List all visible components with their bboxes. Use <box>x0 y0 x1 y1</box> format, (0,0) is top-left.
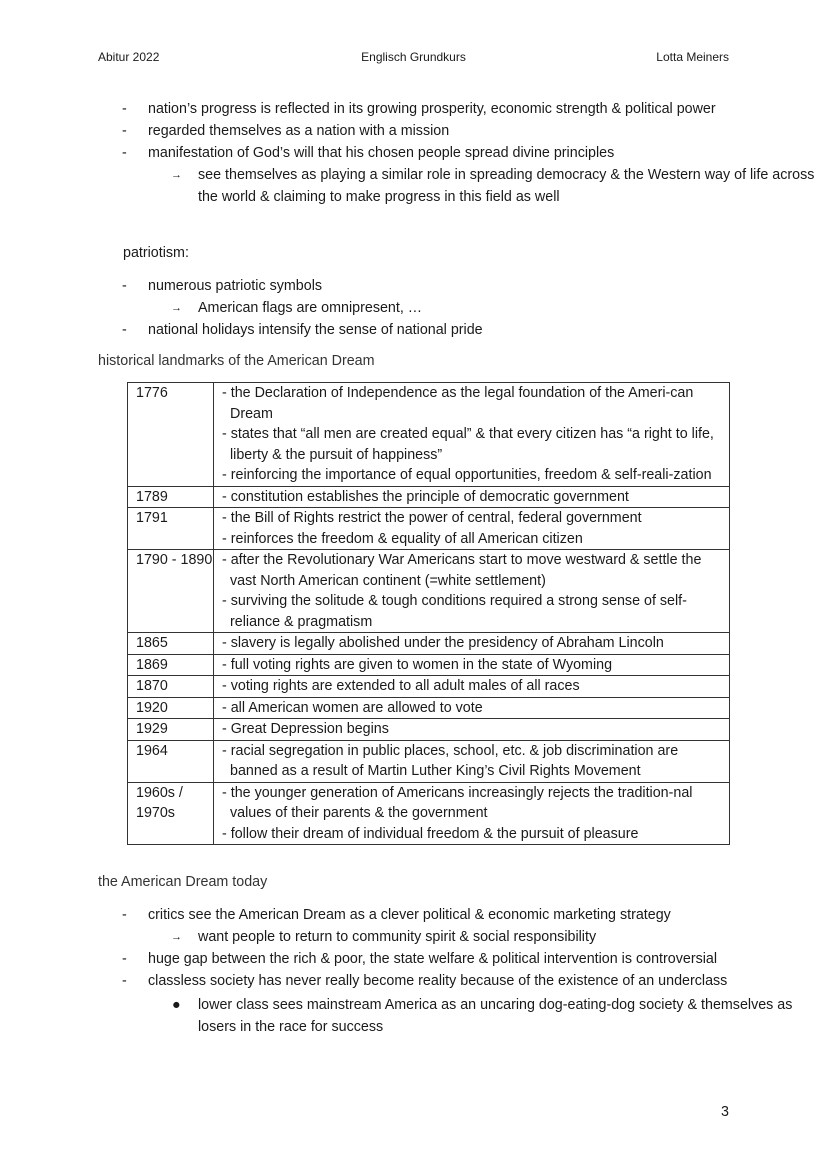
event-line: - the Bill of Rights restrict the power of central, federal government <box>222 510 642 526</box>
sub-list-item: → American flags are omnipresent, … <box>98 297 828 319</box>
list-item: - numerous patriotic symbols <box>122 278 323 294</box>
page-number: 3 <box>721 1104 729 1120</box>
table-row <box>128 508 730 550</box>
event-cell <box>214 782 730 845</box>
event-cell <box>214 550 730 633</box>
arrow-icon: → <box>171 169 182 181</box>
landmarks-table <box>127 382 730 845</box>
event-cell <box>214 508 730 550</box>
bullet-dot-icon: ● <box>172 997 181 1013</box>
header-left: Abitur 2022 <box>98 50 160 64</box>
year-cell: 1790 - 1890 <box>128 550 214 633</box>
list-item: - national holidays intensify the sense of national pride <box>122 322 483 338</box>
event-line: - reinforcing the importance of equal opportunities, freedom & self-reali-zation <box>222 467 712 483</box>
event-line: - follow their dream of individual freedom & the pursuit of pleasure <box>222 825 639 842</box>
arrow-icon: → <box>171 302 182 314</box>
intro-bullets <box>98 98 828 208</box>
table-row <box>128 633 730 655</box>
list-item: - nation’s progress is reflected in its growing prosperity, economic strength & political power <box>122 101 716 117</box>
event-line: - voting rights are extended to all adult males of all races <box>222 678 580 694</box>
year-cell: 1870 <box>128 676 214 698</box>
event-cell <box>214 676 730 698</box>
table-row <box>128 782 730 845</box>
event-line: - slavery is legally abolished under the presidency of Abraham Lincoln <box>222 635 664 651</box>
table-row <box>128 740 730 782</box>
patriotism-label: patriotism: <box>123 245 189 261</box>
event-cell <box>214 697 730 719</box>
table-row <box>128 654 730 676</box>
event-line: - all American women are allowed to vote <box>222 699 483 716</box>
year-cell: 1776 <box>128 383 214 487</box>
list-item: - huge gap between the rich & poor, the state welfare & political intervention is controversial <box>122 951 718 967</box>
today-bullets <box>98 904 828 1038</box>
list-item: - critics see the American Dream as a clever political & economic marketing strategy <box>122 907 671 923</box>
event-cell <box>214 633 730 655</box>
year-cell: 1791 <box>128 508 214 550</box>
event-cell <box>214 719 730 741</box>
event-cell <box>214 740 730 782</box>
table-row <box>128 719 730 741</box>
event-line: - constitution establishes the principle of democratic government <box>222 488 629 505</box>
year-cell: 1960s / 1970s <box>128 782 214 845</box>
arrow-icon: → <box>171 931 182 943</box>
table-row <box>128 697 730 719</box>
list-item: - manifestation of God’s will that his chosen people spread divine principles <box>122 145 615 161</box>
event-line: - surviving the solitude & tough conditions required a strong sense of self-reliance & pragmatism <box>222 593 687 630</box>
year-cell: 1865 <box>128 633 214 655</box>
event-line: - the Declaration of Independence as the legal foundation of the Ameri-can Dream <box>222 385 694 422</box>
sub-list-item: → see themselves as playing a similar role in spreading democracy & the Western way of life across the world & claiming to make progress in this field as well <box>98 164 828 208</box>
year-cell: 1964 <box>128 740 214 782</box>
event-line: - Great Depression begins <box>222 721 389 737</box>
patriotism-bullets <box>98 275 828 341</box>
event-cell <box>214 383 730 487</box>
event-line: - states that “all men are created equal” & that every citizen has “a right to life, liberty & the pursuit of happiness” <box>222 426 714 463</box>
list-item: - classless society has never really become reality because of the existence of an underclass <box>122 973 728 989</box>
sub-list-item: ● lower class sees mainstream America as an uncaring dog-eating-dog society & themselves as losers in the race for success <box>98 994 828 1038</box>
sub-list-item: → want people to return to community spirit & social responsibility <box>98 926 828 948</box>
landmarks-heading: historical landmarks of the American Dream <box>98 353 375 369</box>
today-heading: the American Dream today <box>98 874 268 890</box>
year-cell: 1869 <box>128 654 214 676</box>
table-row <box>128 676 730 698</box>
table-row <box>128 550 730 633</box>
list-item: - regarded themselves as a nation with a mission <box>122 123 450 139</box>
event-cell <box>214 654 730 676</box>
table-row <box>128 486 730 508</box>
year-cell: 1789 <box>128 486 214 508</box>
year-cell: 1920 <box>128 697 214 719</box>
table-row <box>128 383 730 487</box>
event-line: - full voting rights are given to women in the state of Wyoming <box>222 656 613 673</box>
event-line: - reinforces the freedom & equality of all American citizen <box>222 530 583 547</box>
year-cell: 1929 <box>128 719 214 741</box>
event-line: - after the Revolutionary War Americans start to move westward & settle the vast North American continent (=white settlement) <box>222 552 702 589</box>
event-line: - the younger generation of Americans increasingly rejects the tradition-nal values of their parents & the government <box>222 784 693 821</box>
header-right: Lotta Meiners <box>656 50 729 64</box>
header-center: Englisch Grundkurs <box>361 50 466 64</box>
event-cell <box>214 486 730 508</box>
event-line: - racial segregation in public places, school, etc. & job discrimination are banned as a result of Martin Luther King’s Civil Rights Movement <box>222 742 679 779</box>
page-header <box>98 50 729 66</box>
